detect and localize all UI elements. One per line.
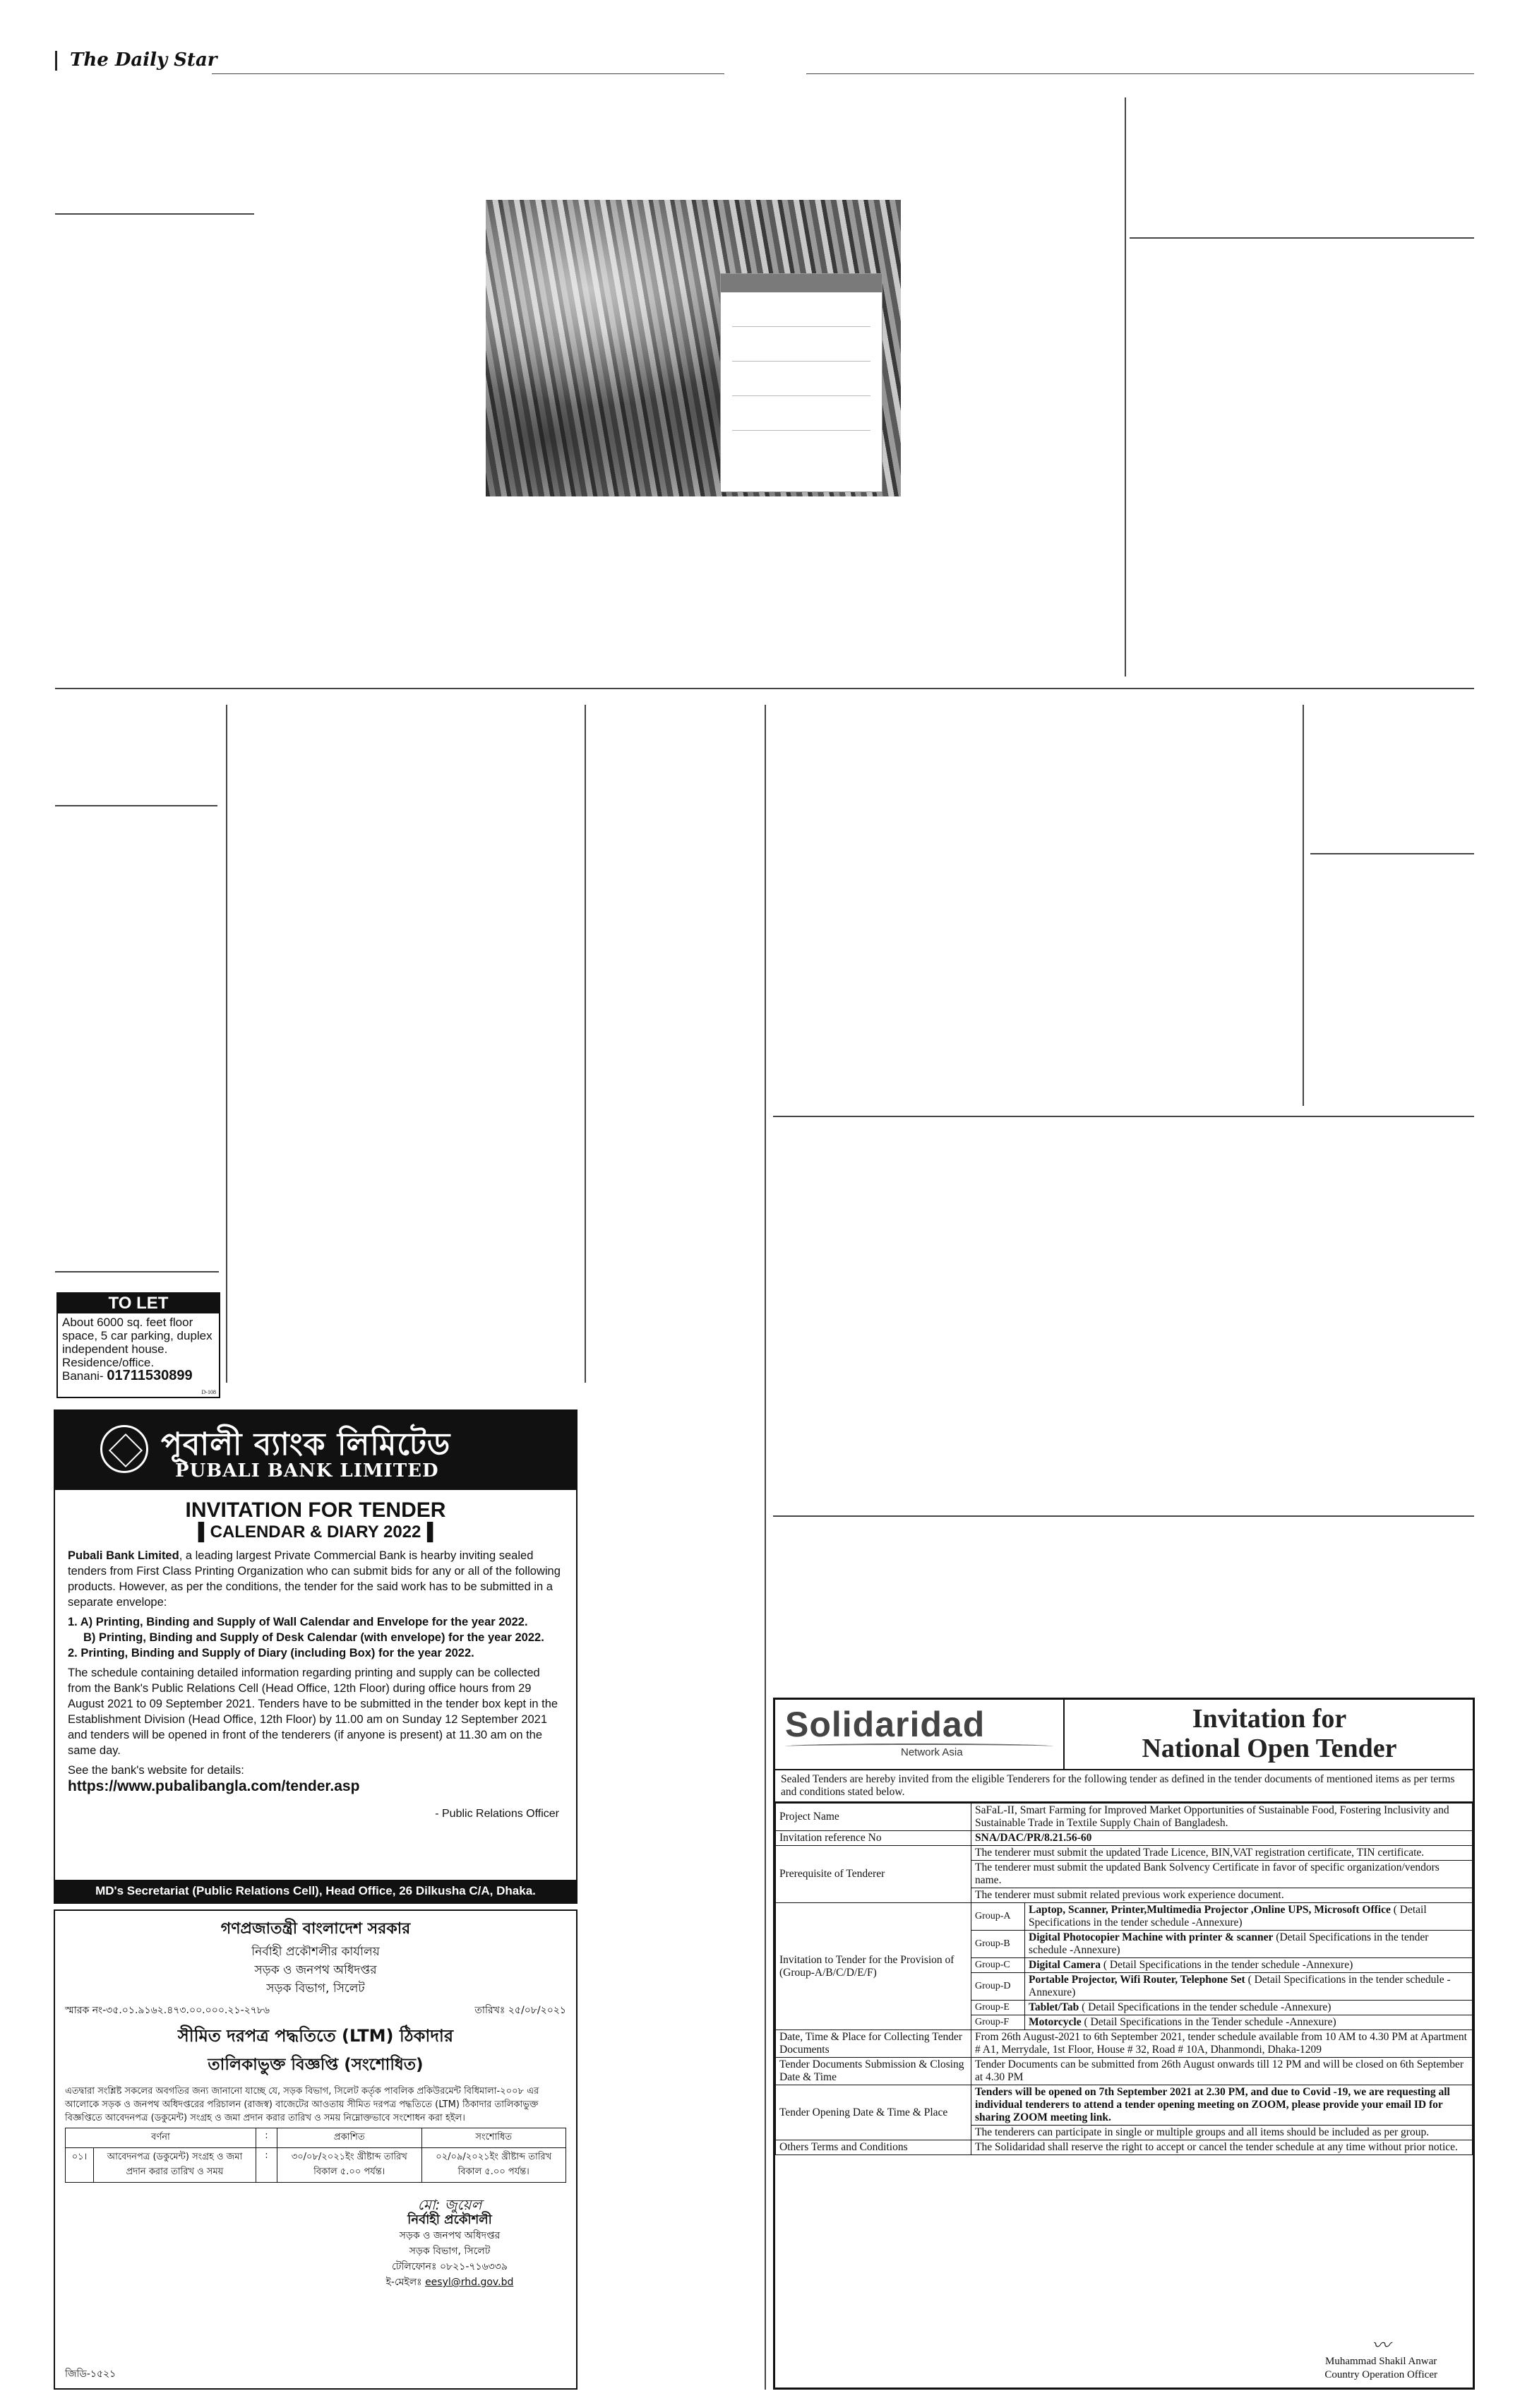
- row-revised: ০২/০৯/২০২১ইং খ্রীষ্টাব্দ তারিখ বিকাল ৫.০০ পর্যন্ত।: [421, 2148, 566, 2183]
- table-row: [776, 2085, 1473, 2126]
- sol-group-b: [1025, 1931, 1473, 1958]
- rhd-sylhet-notice: [54, 1909, 578, 2390]
- pubali-name-bn: পূবালী ব্যাংক লিমিটেড: [161, 1426, 451, 1462]
- col-divider-1: [226, 705, 227, 1383]
- gov-sign-title: নির্বাহী প্রকৌশলী: [407, 2212, 492, 2227]
- sol-group-e-items: Tablet/Tab: [1029, 2001, 1079, 2013]
- paper-name: The Daily Star: [70, 49, 217, 71]
- gov-department: সড়ক ও জনপথ অধিদপ্তর: [254, 1963, 377, 1977]
- inset-card-line: [732, 326, 870, 327]
- sol-group-b-items: Digital Photocopier Machine with printer & scanner: [1029, 1931, 1274, 1943]
- col-divider-2: [585, 705, 586, 1383]
- gov-code: জিডি-১৫২১: [65, 2368, 116, 2380]
- sol-project-label: Project Name: [776, 1804, 971, 1831]
- th-revised: সংশোধিত: [421, 2128, 566, 2148]
- gov-memo-row: [65, 2002, 566, 2019]
- row-published: ৩০/০৮/২০২১ইং খ্রীষ্টাব্দ তারিখ বিকাল ৫.০০ পর্যন্ত।: [277, 2148, 422, 2183]
- sol-group-e-name: Group-E: [971, 2001, 1025, 2015]
- sol-collect-value: From 26th August-2021 to 6th September 2021, tender schedule available from 10 AM to 4.30 PM at Apartment # A1, Merrydale, 1st Floor, House # 32, Road # 10A, Dhanmondi, Dhaka-1209: [971, 2030, 1473, 2058]
- sol-prereq-label: Prerequisite of Tenderer: [776, 1846, 971, 1903]
- gov-office: নির্বাহী প্রকৌশলীর কার্যালয়: [251, 1945, 380, 1959]
- rule-top-section-left: [55, 213, 254, 215]
- gov-heading: গণপ্রজাতন্ত্রী বাংলাদেশ সরকার: [220, 1920, 411, 1938]
- sol-table: [775, 1803, 1473, 2155]
- sol-opening-value: Tenders will be opened on 7th September 2021 at 2.30 PM, and due to Covid -19, we are requesting all individual tenderers to attend a tender opening meeting on ZOOM, please provide your email ID for sharing ZOOM meeting link.: [971, 2085, 1473, 2126]
- gov-signature: [333, 2197, 566, 2290]
- sol-group-c-items: Digital Camera: [1029, 1959, 1101, 1971]
- sol-group-c-name: Group-C: [971, 1958, 1025, 1973]
- sol-group-f-items: Motorcycle: [1029, 2016, 1082, 2028]
- sol-groups-label: Invitation to Tender for the Provision of (Group-A/B/C/D/E/F): [776, 1903, 971, 2030]
- sol-group-d: [1025, 1973, 1473, 2001]
- sol-others-label: Others Terms and Conditions: [776, 2140, 971, 2155]
- to-let-contact: Banani-: [62, 1369, 104, 1383]
- pubali-header: [55, 1411, 576, 1490]
- rule-fold: [55, 688, 1474, 689]
- sol-group-e-note: ( Detail Specifications in the tender schedule -Annexure): [1079, 2001, 1331, 2013]
- pubali-item-1b: B) Printing, Binding and Supply of Desk Calendar (with envelope) for the year 2022.: [83, 1631, 544, 1644]
- gov-sign-line1: সড়ক ও জনপথ অধিদপ্তর: [399, 2230, 501, 2241]
- news-photo: [486, 200, 901, 496]
- to-let-text: About 6000 sq. feet floor space, 5 car parking, duplex independent house. Residence/office.: [62, 1316, 213, 1369]
- rule-top-right: [806, 73, 1474, 74]
- solidaridad-tender-ad: [773, 1698, 1475, 2390]
- gov-body: এতদ্বারা সংশ্লিষ্ট সকলের অবগতির জন্য জানানো যাচ্ছে যে, সড়ক বিভাগ, সিলেট কর্তৃক পাবলিক প্রকিউরমেন্ট বিধিমালা-২০০৮ এর আলোকে সড়ক ও জনপথ অধিদপ্তরের পরিচালন (রাজস্ব) বাজেটের আওতায় সীমিত দরপত্র পদ্ধতিতে (LTM) ঠিকাদার তালিকাভুক্ত বিজ্ঞপ্তিতে আবেদনপত্র (ডকুমেন্ট) সংগ্রহ ও জমা প্রদান করার তারিখ ও সময় নিম্নোক্তভাবে সংশোধন করা হইল।: [65, 2086, 539, 2123]
- gov-email-prefix: ই-মেইলঃ: [385, 2277, 422, 2288]
- sol-group-d-note: ( Detail Specifications in the tender schedule -Annexure): [1029, 1974, 1451, 1998]
- gov-memo-no: স্মারক নং-৩৫.০১.৯১৬২.৪৭৩.০০.০০০.২১-২৭৮৬: [65, 2005, 270, 2016]
- pubali-website-label: See the bank's website for details:: [68, 1764, 244, 1777]
- sol-title-2: National Open Tender: [1142, 1734, 1397, 1763]
- sol-opening-extra: The tenderers can participate in single or multiple groups and all items should be included as per group.: [971, 2126, 1473, 2140]
- sol-submit-label: Tender Documents Submission & Closing Date & Time: [776, 2058, 971, 2085]
- col-divider-center: [765, 705, 766, 2390]
- pubali-intro-text: , a leading largest Private Commercial Bank is hearby inviting sealed tenders from First Class Printing Organization who can submit bids for any or all of the following products. However, as per the conditions, the tender for the said work has to be submitted in a separate envelope:: [68, 1549, 561, 1609]
- sol-group-f-note: ( Detail Specifications in the Tender schedule -Annexure): [1081, 2016, 1336, 2028]
- table-row: [66, 2148, 566, 2183]
- rule-mid-right-1: [773, 1116, 1474, 1117]
- pubali-name-en: PUBALI BANK LIMITED: [175, 1460, 439, 1482]
- table-row: [776, 1903, 1473, 1931]
- th-published: প্রকাশিত: [277, 2128, 422, 2148]
- sol-submit-value: Tender Documents can be submitted from 26th August onwards till 12 PM and will be closed on 6th September at 4.30 PM: [971, 2058, 1473, 2085]
- pubali-body: [55, 1542, 576, 1778]
- masthead: [55, 49, 217, 71]
- solidaridad-logo: [775, 1700, 1065, 1769]
- table-header-row: [66, 2128, 566, 2148]
- sol-group-a-items: Laptop, Scanner, Printer,Multimedia Projector ,Online UPS, Microsoft Office: [1029, 1904, 1391, 1916]
- gov-sign-phone: টেলিফোনঃ ০৮২১-৭১৬৩৩৯: [392, 2261, 508, 2272]
- gov-signature-script: মো: জুয়েল: [417, 2196, 482, 2213]
- photo-inset-card: [720, 273, 882, 492]
- rule-left-lower: [55, 1271, 219, 1272]
- sol-prereq-3: The tenderer must submit related previous work experience document.: [971, 1888, 1473, 1903]
- rule-mid-right-2: [773, 1515, 1474, 1517]
- sol-ref-value: SNA/DAC/PR/8.21.56-60: [971, 1831, 1473, 1846]
- pubali-schedule: The schedule containing detailed information regarding printing and supply can be collected from the Bank's Public Relations Cell (Head Office, 12th Floor) during office hours from 29 August 2021 to 09 September 2021. Tenders have to be submitted in the tender box kept in the Establishment Division (Head Office, 12th Floor) by 11.00 am on Sunday 12 September 2021 and tenders will be opened in front of the tenderers (if anyone is present) at 11.30 am on the same day.: [68, 1667, 558, 1757]
- col-divider-4: [1303, 705, 1304, 1106]
- divider-right-column: [1125, 97, 1126, 676]
- gov-division: সড়ক বিভাগ, সিলেট: [266, 1981, 365, 1996]
- sol-opening-label: Tender Opening Date & Time & Place: [776, 2085, 971, 2140]
- table-row: [776, 1804, 1473, 1831]
- sol-title-1: Invitation for: [1192, 1704, 1347, 1734]
- sol-group-c-note: ( Detail Specifications in the tender schedule -Annexure): [1101, 1959, 1353, 1971]
- gov-title-1: সীমিত দরপত্র পদ্ধতিতে (LTM) ঠিকাদার: [177, 2026, 454, 2046]
- sol-signature: [1324, 2337, 1437, 2382]
- sol-group-c: [1025, 1958, 1473, 1973]
- pubali-subtitle: ▌CALENDAR & DIARY 2022▐: [198, 1522, 433, 1542]
- sol-group-a-note: ( Detail Specifications in the tender schedule -Annexure): [1029, 1904, 1427, 1929]
- inset-card-line: [732, 430, 870, 431]
- pubali-intro-bold: Pubali Bank Limited: [68, 1549, 179, 1562]
- pubali-item-2: 2. Printing, Binding and Supply of Diary (including Box) for the year 2022.: [68, 1647, 474, 1659]
- gov-table: [65, 2128, 566, 2183]
- gov-date: তারিখঃ ২৫/০৮/২০২১: [474, 2005, 566, 2016]
- pubali-intro: [68, 1548, 566, 1610]
- sol-group-b-name: Group-B: [971, 1931, 1025, 1958]
- sol-logo-sub: Network Asia: [901, 1746, 963, 1758]
- pubali-footer: MD's Secretariat (Public Relations Cell), Head Office, 26 Dilkusha C/A, Dhaka.: [55, 1880, 576, 1902]
- row-desc: আবেদনপত্র (ডকুমেন্ট) সংগ্রহ ও জমা প্রদান করার তারিখ ও সময়: [94, 2148, 256, 2183]
- table-row: [776, 1846, 1473, 1861]
- row-colon: :: [256, 2148, 277, 2183]
- rule-top-left: [212, 73, 724, 74]
- sol-prereq-2: The tenderer must submit the updated Bank Solvency Certificate in favor of specific organization/vendors name.: [971, 1861, 1473, 1888]
- sol-project-value: SaFaL-II, Smart Farming for Improved Market Opportunities of Sustainable Food, Fostering Inclusivity and Sustainable Trade in Textile Supply Chain of Bangladesh.: [971, 1804, 1473, 1831]
- sol-group-f: [1025, 2015, 1473, 2030]
- masthead-bar: [55, 51, 57, 71]
- sol-prereq-1: The tenderer must submit the updated Trade Licence, BIN,VAT registration certificate, TIN certificate.: [971, 1846, 1473, 1861]
- gov-email-link[interactable]: eesyl@rhd.gov.bd: [425, 2277, 514, 2288]
- sol-sign-title: Country Operation Officer: [1324, 2369, 1437, 2380]
- sol-group-d-name: Group-D: [971, 1973, 1025, 2001]
- row-no: ০১।: [66, 2148, 94, 2183]
- sol-others-value: The Solidaridad shall reserve the right to accept or cancel the tender schedule at any time without prior notice.: [971, 2140, 1473, 2155]
- sol-intro: Sealed Tenders are hereby invited from the eligible Tenderers for the following tender as defined in the tender documents of mentioned items as per terms and conditions stated below.: [775, 1770, 1473, 1803]
- sol-header: [775, 1700, 1473, 1770]
- pubali-signature: - Public Relations Officer: [435, 1808, 559, 1820]
- inset-card-line: [732, 361, 870, 362]
- sol-group-d-items: Portable Projector, Wifi Router, Telephone Set: [1029, 1974, 1245, 1986]
- sol-group-e: [1025, 2001, 1473, 2015]
- table-row: [776, 2140, 1473, 2155]
- to-let-code: D-108: [201, 1389, 216, 1395]
- pubali-url-link[interactable]: https://www.pubalibangla.com/tender.asp: [68, 1778, 360, 1794]
- to-let-ad: [56, 1292, 220, 1398]
- table-row: [776, 2058, 1473, 2085]
- sol-signature-scribble-icon: 〰: [1372, 2335, 1391, 2356]
- sol-group-a-name: Group-A: [971, 1903, 1025, 1931]
- rule-far-right: [1310, 853, 1474, 854]
- th-colon: :: [256, 2128, 277, 2148]
- to-let-body: [58, 1313, 219, 1385]
- inset-card-line: [732, 395, 870, 396]
- gov-title-2: তালিকাভুক্ত বিজ্ঞপ্তি (সংশোধিত): [208, 2056, 424, 2074]
- sol-logo-name: Solidaridad: [785, 1705, 986, 1744]
- sol-title: [1065, 1704, 1474, 1763]
- to-let-title: TO LET: [58, 1294, 219, 1313]
- sol-sign-name: Muhammad Shakil Anwar: [1324, 2356, 1437, 2367]
- gov-sign-line2: সড়ক বিভাগ, সিলেট: [409, 2246, 491, 2257]
- sol-group-f-name: Group-F: [971, 2015, 1025, 2030]
- sol-group-a: [1025, 1903, 1473, 1931]
- sol-ref-label: Invitation reference No: [776, 1831, 971, 1846]
- rule-right-column: [1130, 237, 1474, 239]
- pubali-logo-icon: [100, 1425, 148, 1473]
- pubali-tender-ad: [54, 1409, 578, 1904]
- sol-group-b-note: (Detail Specifications in the tender schedule -Annexure): [1029, 1931, 1429, 1956]
- inset-card-header: [721, 274, 882, 292]
- table-row: [776, 2030, 1473, 2058]
- rule-left-col: [55, 805, 217, 806]
- sol-collect-label: Date, Time & Place for Collecting Tender Documents: [776, 2030, 971, 2058]
- to-let-phone: 01711530899: [107, 1368, 193, 1383]
- th-desc: বর্ণনা: [66, 2128, 256, 2148]
- pubali-item-1a: 1. A) Printing, Binding and Supply of Wall Calendar and Envelope for the year 2022.: [68, 1616, 528, 1628]
- pubali-subtitle-text: CALENDAR & DIARY 2022: [210, 1522, 421, 1542]
- pubali-title: INVITATION FOR TENDER: [185, 1498, 446, 1522]
- gov-sign-email: [333, 2275, 566, 2290]
- table-row: [776, 1831, 1473, 1846]
